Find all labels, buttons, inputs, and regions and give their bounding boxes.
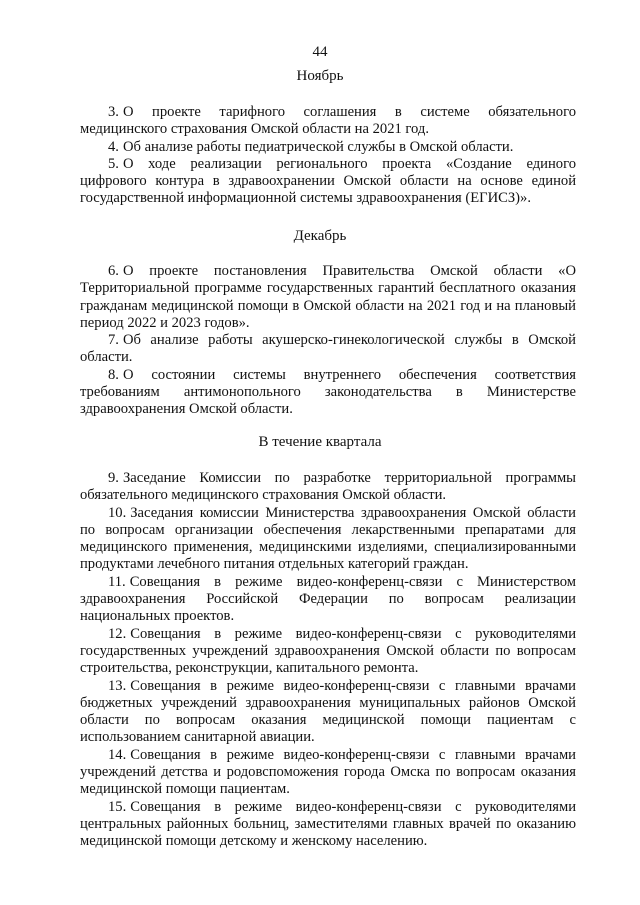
list-item: 12. Совещания в режиме видео-конференц-связи с руководителями государственных учреждений здравоохранения Омской области по вопросам строительства, реконструкции, капитального ремонта.	[80, 625, 576, 677]
list-item: 15. Совещания в режиме видео-конференц-связи с руководителями центральных районных больниц, заместителями главных врачей по оказанию медицинской помощи детскому и женскому населению.	[80, 798, 576, 850]
section-heading-quarter: В течение квартала	[258, 434, 382, 450]
list-item: 9. Заседание Комиссии по разработке территориальной программы обязательного медицинского страхования Омской области.	[80, 470, 576, 504]
section-heading-november: Ноябрь	[296, 68, 344, 84]
list-item: 7. Об анализе работы акушерско-гинекологической службы в Омской области.	[80, 332, 576, 366]
list-item: 13. Совещания в режиме видео-конференц-связи с главными врачами бюджетных учреждений здравоохранения муниципальных районов Омской области по вопросам оказания медицинской помощи пациентам с использованием санитарной авиации.	[80, 677, 576, 746]
list-item: 14. Совещания в режиме видео-конференц-связи с главными врачами учреждений детства и родовспоможения города Омска по вопросам оказания медицинской помощи пациентам.	[80, 746, 576, 798]
list-item: 10. Заседания комиссии Министерства здравоохранения Омской области по вопросам организации обеспечения лекарственными препаратами для медицинского применения, медицинскими изделиями, специализированными продуктами лечебного питания отдельных категорий граждан.	[80, 504, 576, 573]
list-item: 11. Совещания в режиме видео-конференц-связи с Министерством здравоохранения Российской Федерации по вопросам реализации национальных проектов.	[80, 573, 576, 625]
section-items-november	[80, 104, 576, 208]
list-item: 5. О ходе реализации регионального проекта «Создание единого цифрового контура в здравоохранении Омской области на основе единой государственной информационной системы здравоохранения (ЕГИСЗ)».	[80, 155, 576, 207]
list-item: 3. О проекте тарифного соглашения в системе обязательного медицинского страхования Омской области на 2021 год.	[80, 104, 576, 138]
list-item: 6. О проекте постановления Правительства Омской области «О Территориальной программе государственных гарантий бесплатного оказания гражданам медицинской помощи в Омской области на 2021 год и на плановый период 2022 и 2023 годов».	[80, 263, 576, 331]
section-heading-december: Декабрь	[293, 228, 347, 244]
section-items-december	[80, 263, 576, 419]
list-item: 8. О состоянии системы внутреннего обеспечения соответствия требованиям антимонопольного законодательства в Министерстве здравоохранения Омской области.	[80, 366, 576, 418]
page-number: 44	[312, 44, 328, 60]
list-item: 4. Об анализе работы педиатрической службы в Омской области.	[108, 138, 514, 155]
section-items-quarter	[80, 470, 576, 851]
